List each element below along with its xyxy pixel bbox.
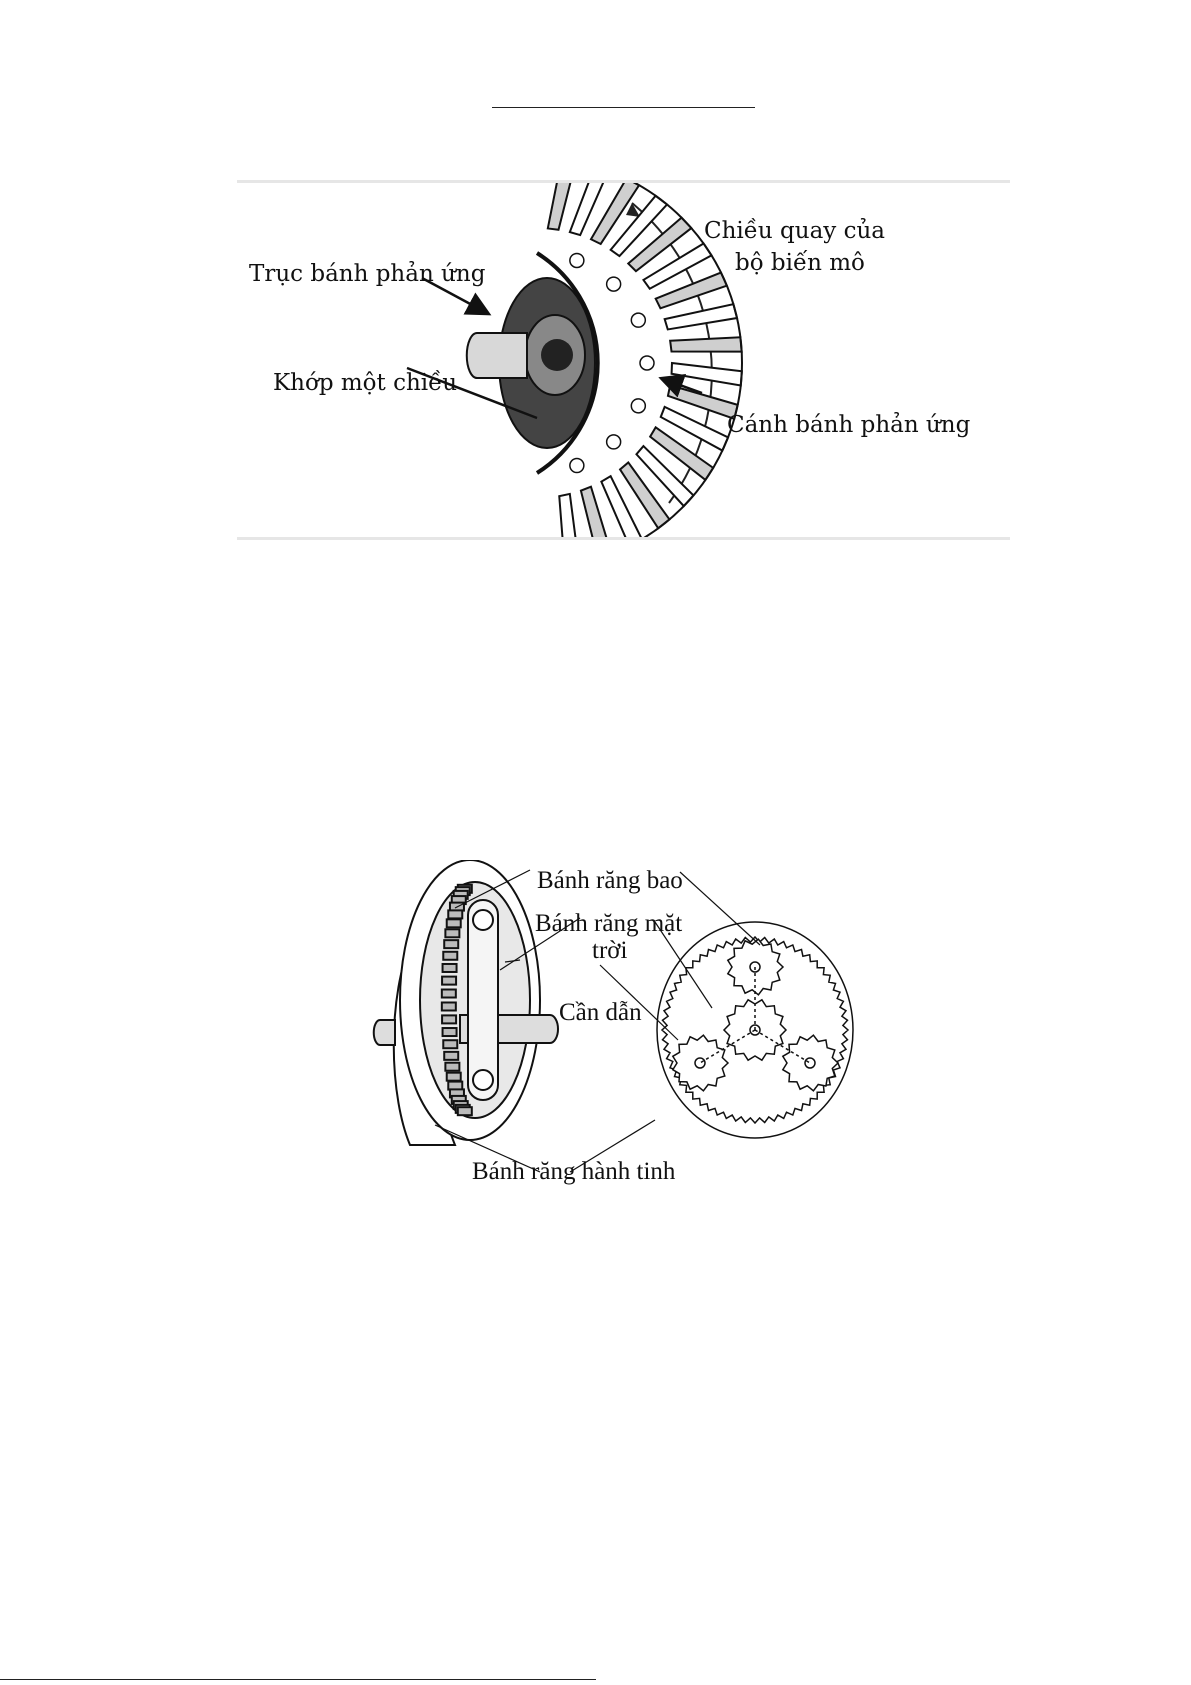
footnote-rule [0, 1679, 596, 1680]
label-carrier: Cần dẫn [559, 999, 642, 1026]
gear-tooth [445, 929, 459, 937]
label-rotation-line2: bộ biến mô [735, 250, 865, 276]
stator-blade [559, 494, 579, 537]
gear-tooth [442, 1015, 456, 1023]
ring-hole [607, 435, 621, 449]
gear-tooth [443, 1028, 457, 1036]
label-ring-gear: Bánh răng bao [537, 867, 683, 894]
label-sun-gear-line1: Bánh răng mặt [535, 910, 683, 937]
stator-blade [665, 304, 737, 329]
label-reactor-blade: Cánh bánh phản ứng [727, 412, 971, 438]
input-shaft-left [374, 1020, 395, 1045]
gear-tooth [442, 1002, 456, 1010]
label-one-way-clutch: Khớp một chiều [273, 370, 458, 396]
gear-tooth [443, 964, 457, 972]
label-sun-gear-line2: trời [592, 937, 628, 964]
gear-tooth [447, 919, 461, 927]
reactor-shaft [467, 333, 527, 378]
ring-hole [631, 399, 645, 413]
ring-hole [640, 356, 654, 370]
header-rule [492, 107, 755, 108]
gear-tooth [444, 940, 458, 948]
front-view-gearset [657, 922, 853, 1138]
gear-tooth [447, 1073, 461, 1081]
carrier-pin-top [473, 910, 493, 930]
stator-blade [672, 363, 742, 386]
label-reactor-shaft: Trục bánh phản ứng [249, 261, 486, 287]
stator-blade [548, 183, 576, 230]
ring-hole [607, 277, 621, 291]
stator-drawing [237, 183, 1010, 537]
gear-tooth [442, 977, 456, 985]
stator-blade [670, 337, 742, 351]
gear-tooth [443, 952, 457, 960]
planetary-gear-figure [360, 860, 880, 1195]
gear-tooth [445, 1063, 459, 1071]
ring-hole [570, 253, 584, 267]
label-planet-gears: Bánh răng hành tinh [472, 1158, 676, 1185]
rotation-arrowhead [626, 203, 640, 217]
ring-hole [631, 313, 645, 327]
gear-tooth [444, 1052, 458, 1060]
label-rotation-line1: Chiều quay của [704, 218, 886, 244]
carrier-pin-bottom [473, 1070, 493, 1090]
hub-center [541, 339, 573, 371]
ring-hole [570, 459, 584, 473]
gear-tooth [448, 910, 462, 918]
gear-tooth [458, 1107, 472, 1115]
stator-figure [237, 180, 1010, 540]
gear-tooth [442, 990, 456, 998]
gear-tooth [443, 1040, 457, 1048]
